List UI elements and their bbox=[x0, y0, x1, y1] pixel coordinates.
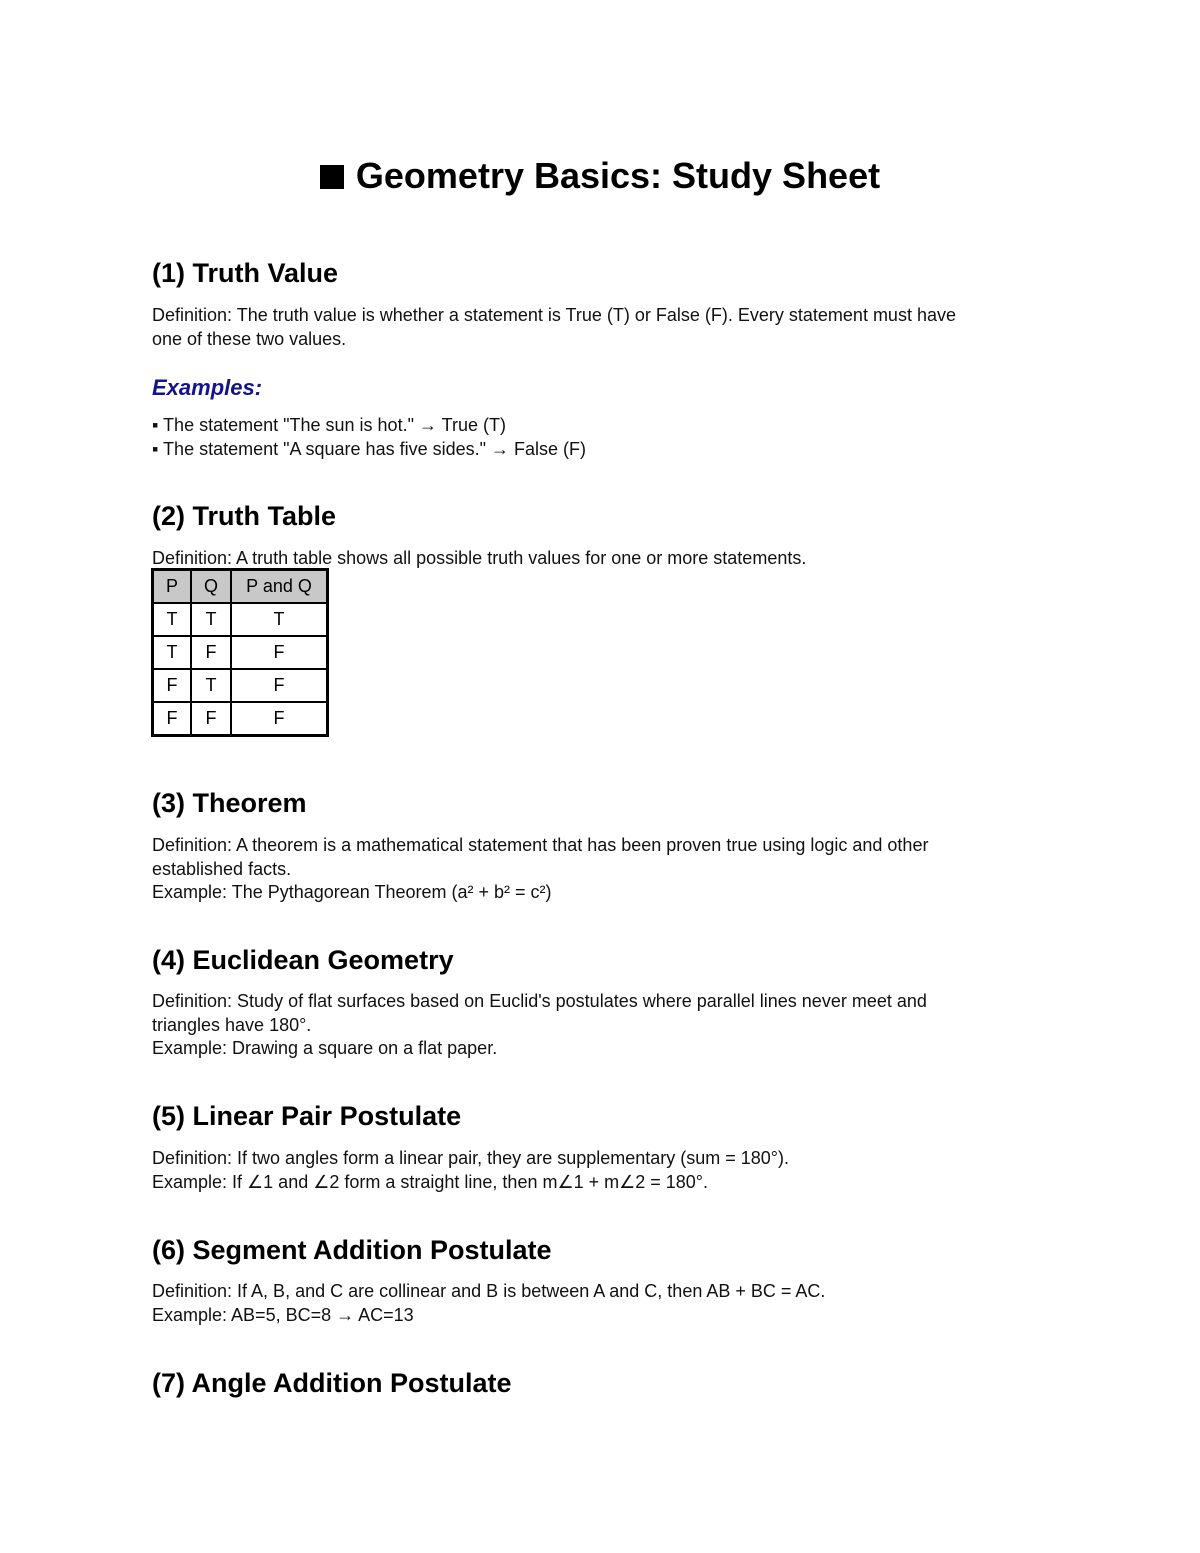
truth-table bbox=[151, 568, 329, 737]
section-5-definition: Definition: If two angles form a linear pair, they are supplementary (sum = 180°). bbox=[152, 1148, 790, 1168]
table-header-cell: P and Q bbox=[231, 570, 328, 604]
section-1-definition-line2: one of these two values. bbox=[152, 328, 347, 349]
section-1-definition bbox=[152, 304, 1052, 351]
section-6-example: Example: AB=5, BC=8 → AC=13 bbox=[152, 1304, 414, 1325]
section-3-body bbox=[152, 834, 1052, 905]
table-cell: F bbox=[153, 669, 192, 702]
section-6-body bbox=[152, 1280, 1052, 1327]
page-title bbox=[0, 152, 1200, 200]
section-1-examples-list bbox=[152, 414, 1052, 461]
table-cell: T bbox=[191, 603, 231, 636]
table-header-row bbox=[153, 570, 328, 604]
table-cell: F bbox=[231, 669, 328, 702]
section-1-examples-label: Examples: bbox=[152, 375, 263, 400]
table-row bbox=[153, 702, 328, 736]
section-4-heading: (4) Euclidean Geometry bbox=[152, 945, 454, 975]
section-5-example: Example: If ∠1 and ∠2 form a straight line, then m∠1 + m∠2 = 180°. bbox=[152, 1171, 709, 1192]
section-5-body bbox=[152, 1147, 1052, 1194]
section-3-definition-line1: Definition: A theorem is a mathematical statement that has been proven true using logic and other bbox=[152, 835, 929, 855]
table-cell: F bbox=[191, 636, 231, 669]
section-6-definition: Definition: If A, B, and C are collinear and B is between A and C, then AB + BC = AC. bbox=[152, 1281, 826, 1301]
section-4-definition-line1: Definition: Study of flat surfaces based on Euclid's postulates where parallel lines never meet and bbox=[152, 991, 927, 1011]
section-6-heading: (6) Segment Addition Postulate bbox=[152, 1235, 552, 1265]
table-header-cell: P bbox=[153, 570, 192, 604]
table-cell: T bbox=[153, 603, 192, 636]
square-bullet-icon bbox=[320, 165, 344, 189]
table-cell: F bbox=[231, 702, 328, 736]
section-5-heading: (5) Linear Pair Postulate bbox=[152, 1101, 462, 1131]
table-cell: F bbox=[231, 636, 328, 669]
list-item: ▪ The statement "The sun is hot." → True (T) bbox=[152, 415, 506, 435]
table-row bbox=[153, 636, 328, 669]
section-3-definition-line2: established facts. bbox=[152, 858, 292, 879]
page-title-text: Geometry Basics: Study Sheet bbox=[355, 155, 881, 196]
section-4-definition-line2: triangles have 180°. bbox=[152, 1014, 312, 1035]
section-1-definition-line1: Definition: The truth value is whether a statement is True (T) or False (F). Every statement must have bbox=[152, 305, 956, 325]
section-4-body bbox=[152, 990, 1052, 1061]
table-row bbox=[153, 603, 328, 636]
table-cell: F bbox=[153, 702, 192, 736]
table-cell: T bbox=[231, 603, 328, 636]
section-3-example: Example: The Pythagorean Theorem (a² + b² = c²) bbox=[152, 882, 552, 902]
table-header-cell: Q bbox=[191, 570, 231, 604]
table-cell: T bbox=[191, 669, 231, 702]
section-2-heading: (2) Truth Table bbox=[152, 501, 337, 531]
section-2-definition: Definition: A truth table shows all possible truth values for one or more statements. bbox=[152, 548, 807, 568]
section-1-heading: (1) Truth Value bbox=[152, 258, 339, 288]
section-7-heading: (7) Angle Addition Postulate bbox=[152, 1368, 512, 1398]
table-cell: T bbox=[153, 636, 192, 669]
section-4-example: Example: Drawing a square on a flat paper. bbox=[152, 1038, 498, 1058]
list-item: ▪ The statement "A square has five sides." → False (F) bbox=[152, 438, 587, 459]
table-row bbox=[153, 669, 328, 702]
section-3-heading: (3) Theorem bbox=[152, 788, 307, 818]
table-cell: F bbox=[191, 702, 231, 736]
